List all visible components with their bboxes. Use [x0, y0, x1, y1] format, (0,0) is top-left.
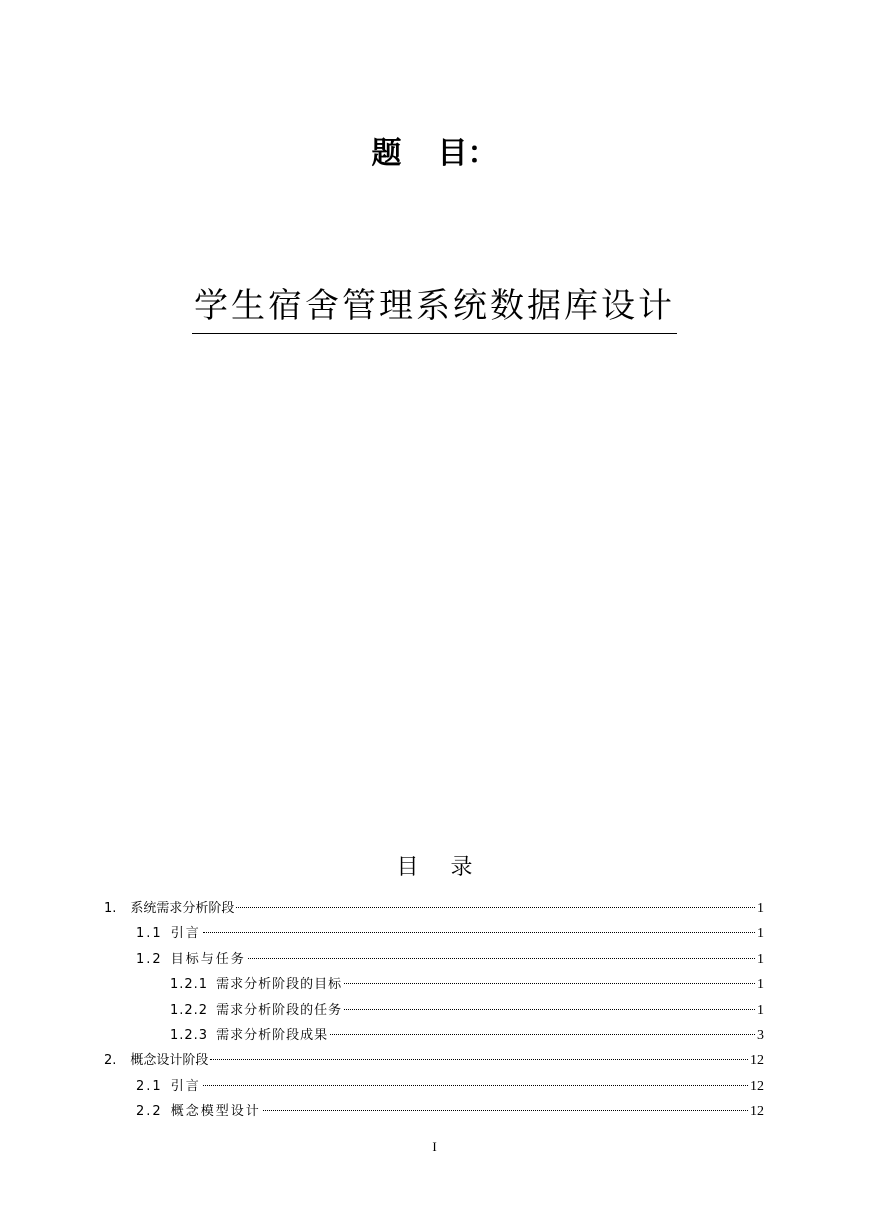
- toc-entry-page: 12: [750, 1053, 764, 1069]
- toc-leader-dots: [344, 982, 755, 984]
- toc-entry-page: 1: [757, 951, 764, 967]
- toc-leader-dots: [263, 1109, 748, 1111]
- toc-entry-number: 1.2.3: [170, 1027, 209, 1043]
- toc-entry-label: 概念模型设计: [170, 1104, 261, 1120]
- toc-entry[interactable]: [104, 1074, 764, 1099]
- toc-entry[interactable]: [104, 1048, 764, 1073]
- toc-entry[interactable]: [104, 998, 764, 1023]
- toc-entry[interactable]: [104, 947, 764, 972]
- toc-entry-label: 系统需求分析阶段: [130, 901, 235, 916]
- toc-entry-number: 1.2: [136, 951, 163, 967]
- toc-leader-dots: [236, 906, 755, 908]
- toc-entry-number: 1.1: [136, 926, 163, 942]
- toc-leader-dots: [248, 957, 755, 959]
- toc-entry[interactable]: [104, 896, 764, 921]
- toc-entry[interactable]: [104, 921, 764, 946]
- toc-leader-dots: [203, 1084, 748, 1086]
- page-number: I: [432, 1139, 437, 1154]
- toc-entry-page: 1: [757, 977, 764, 993]
- toc-entry[interactable]: [104, 1023, 764, 1048]
- toc-entry-page: 1: [757, 901, 764, 916]
- toc-entry-number: 1.2.2: [170, 1002, 209, 1018]
- toc-entry-number: 2.1: [136, 1078, 163, 1094]
- toc-entry-label: 引言: [170, 926, 201, 942]
- document-title: [0, 282, 869, 334]
- toc-entry-page: 3: [757, 1027, 764, 1043]
- table-of-contents: [104, 896, 764, 1125]
- toc-leader-dots: [344, 1008, 755, 1010]
- heading-label-b: 目：: [437, 136, 498, 171]
- document-title-text: 学生宿舍管理系统数据库设计: [192, 282, 677, 334]
- toc-leader-dots: [203, 931, 755, 933]
- toc-entry-number: 1.2.1: [170, 977, 209, 993]
- toc-entry-label: 引言: [170, 1078, 201, 1094]
- page-heading: [0, 132, 869, 176]
- toc-leader-dots: [330, 1033, 755, 1035]
- toc-entry-page: 1: [757, 926, 764, 942]
- toc-entry-number: 1.: [104, 901, 117, 916]
- toc-entry-label: 需求分析阶段的目标: [216, 977, 343, 993]
- toc-entry-page: 1: [757, 1002, 764, 1018]
- toc-entry[interactable]: [104, 972, 764, 997]
- toc-entry-page: 12: [750, 1078, 764, 1094]
- toc-entry-label: 需求分析阶段的任务: [216, 1002, 343, 1018]
- toc-entry-number: 2.2: [136, 1104, 163, 1120]
- toc-heading-b: 录: [450, 855, 473, 880]
- toc-entry[interactable]: [104, 1099, 764, 1124]
- toc-entry-page: 12: [750, 1104, 764, 1120]
- toc-entry-label: 概念设计阶段: [130, 1053, 209, 1069]
- toc-entry-label: 需求分析阶段成果: [216, 1027, 329, 1043]
- toc-heading-a: 目: [396, 855, 419, 880]
- toc-leader-dots: [210, 1058, 748, 1060]
- toc-entry-number: 2.: [104, 1053, 117, 1069]
- heading-label-a: 题: [371, 136, 402, 171]
- toc-heading: [0, 852, 869, 884]
- toc-entry-label: 目标与任务: [170, 951, 246, 967]
